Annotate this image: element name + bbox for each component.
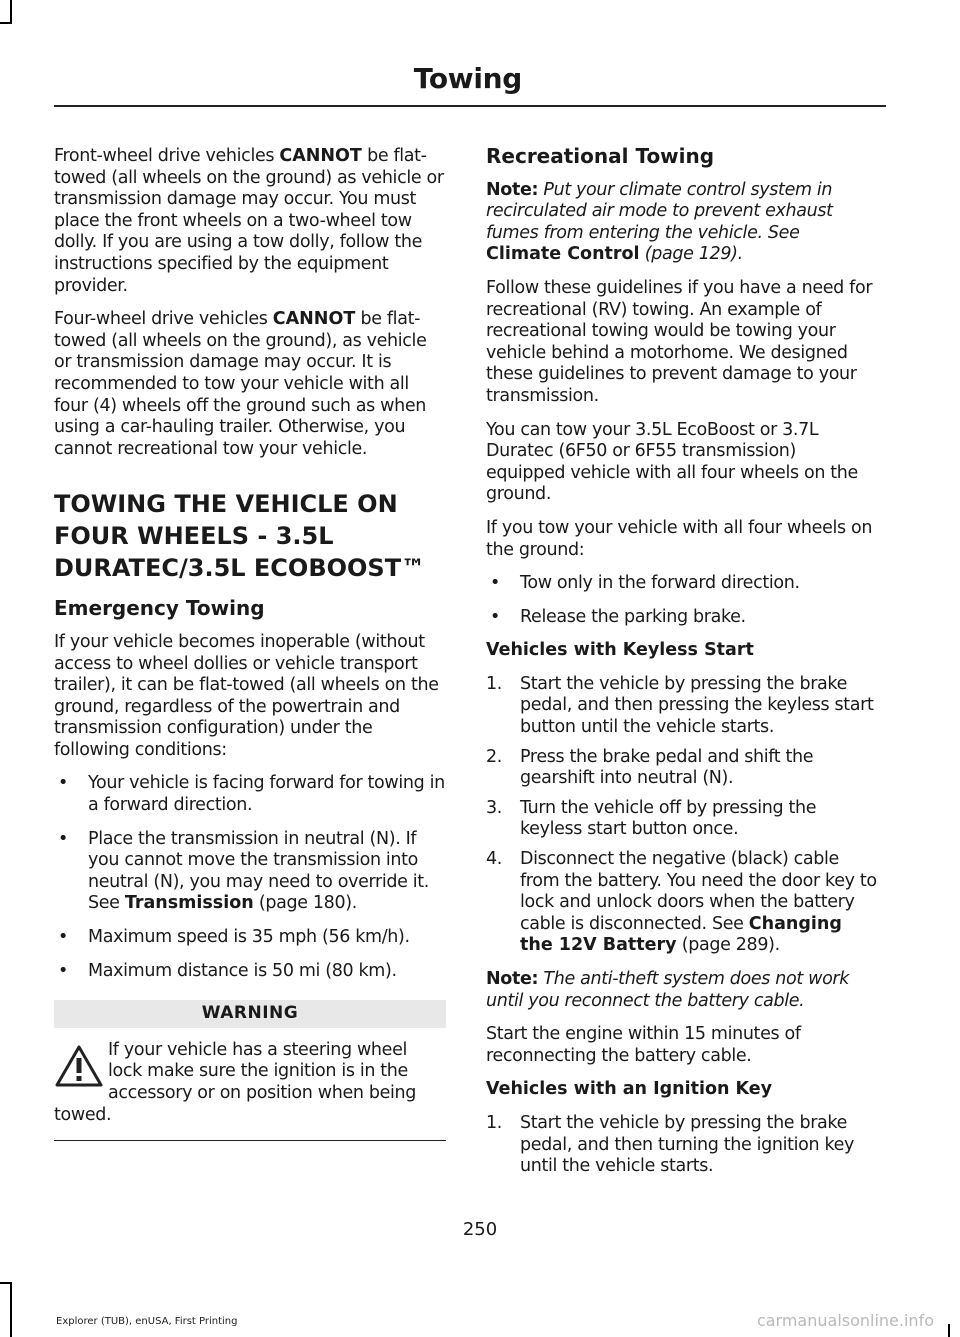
paragraph-4wd: Four-wheel drive vehicles CANNOT be flat-towed (all wheels on the ground), as vehicle or transmission damage may occur. It is recommended to tow your vehicle with all four (4) wheels off the ground such as when using a car-hauling trailer. Otherwise, you cannot recreational tow your vehicle. (54, 309, 427, 459)
paragraph-start-engine: Start the engine within 15 minutes of reconnecting the battery cable. (486, 1024, 801, 1066)
right-column (486, 146, 878, 1186)
paragraph-four-wheels: If you tow your vehicle with all four wheels on the ground: (486, 517, 873, 560)
subsection-heading-emergency-towing: Emergency Towing (54, 596, 265, 621)
list-item: • Your vehicle is facing forward for towing in a forward direction. (58, 773, 445, 816)
warning-label: WARNING (54, 1000, 446, 1028)
keyless-steps (486, 674, 878, 957)
list-item: 1. Start the vehicle by pressing the brake pedal, and then pressing the keyless start button until the vehicle starts. (486, 673, 874, 738)
footer-text: Explorer (TUB), enUSA, First Printing (56, 1316, 238, 1327)
crop-mark (10, 1282, 12, 1337)
list-item: 1. Start the vehicle by pressing the brake pedal, and then turning the ignition key until the vehicle starts. (486, 1112, 855, 1177)
list-item: • Release the parking brake. (490, 606, 746, 627)
list-item: • Maximum speed is 35 mph (56 km/h). (58, 927, 410, 948)
conditions-list (54, 773, 446, 982)
rv-bullet-list (486, 573, 878, 628)
section-heading-recreational-towing: Recreational Towing (486, 144, 715, 168)
climate-control-link[interactable]: Climate Control (486, 244, 640, 265)
note-climate: Note: Put your climate control system in recirculated air mode to prevent exhaust fumes from entering the vehicle. See Climate Control (page 129). (486, 179, 833, 265)
list-item: 3. Turn the vehicle off by pressing the keyless start button once. (486, 797, 817, 840)
warning-divider (54, 1140, 446, 1141)
list-item: • Maximum distance is 50 mi (80 km). (58, 960, 397, 981)
warning-text: If your vehicle has a steering wheel lock make sure the ignition is in the accessory or on position when being towed. (54, 1039, 417, 1125)
watermark: carmanualsonline.info (756, 1311, 934, 1330)
crop-mark (0, 1282, 12, 1284)
page-number: 250 (462, 1219, 498, 1240)
subheading-keyless-start: Vehicles with Keyless Start (486, 640, 754, 661)
warning-box (54, 1040, 446, 1126)
warning-triangle-icon (54, 1044, 104, 1088)
ignition-steps (486, 1113, 878, 1178)
crop-mark (948, 1324, 950, 1337)
paragraph-fwd: Front-wheel drive vehicles CANNOT be flat-towed (all wheels on the ground) as vehicle or transmission damage may occur. You must place the front wheels on a two-wheel tow dolly. If you are using a tow dolly, follow the instructions specified by the equipment provider. (54, 146, 444, 296)
crop-mark (0, 22, 12, 24)
list-item: • Place the transmission in neutral (N). If you cannot move the transmission into neutral (N), you may need to override it. See Transmission (page 180). (58, 828, 430, 914)
list-item: 2. Press the brake pedal and shift the gearshift into neutral (N). (486, 746, 814, 789)
section-heading: TOWING THE VEHICLE ON FOUR WHEELS - 3.5L DURATEC/3.5L ECOBOOST™ (54, 490, 426, 583)
crop-mark (10, 0, 12, 22)
list-item: • Tow only in the forward direction. (490, 573, 800, 594)
battery-link[interactable]: Changing the 12V Battery (520, 913, 842, 956)
header-divider (54, 105, 886, 107)
paragraph-emergency: If your vehicle becomes inoperable (without access to wheel dollies or vehicle transport trailer), it can be flat-towed (all wheels on the ground, regardless of the powertrain and transmission configuration) under the following conditions: (54, 631, 439, 760)
page-title: Towing (413, 62, 522, 95)
note-anti-theft: Note: The anti-theft system does not work until you reconnect the battery cable. (486, 969, 850, 1011)
left-column (54, 146, 446, 1141)
transmission-link[interactable]: Transmission (124, 893, 254, 914)
list-item: 4. Disconnect the negative (black) cable from the battery. You need the door key to lock and unlock doors when the battery cable is disconnected. See Changing the 12V Battery (page 289). (486, 849, 877, 956)
subheading-ignition-key: Vehicles with an Ignition Key (486, 1079, 773, 1100)
paragraph-guidelines: Follow these guidelines if you have a need for recreational (RV) towing. An example of recreational towing would be towing your vehicle behind a motorhome. We designed these guidelines to prevent damage to your transmission. (486, 277, 873, 406)
paragraph-tow-3-5l: You can tow your 3.5L EcoBoost or 3.7L Duratec (6F50 or 6F55 transmission) equipped vehicle with all four wheels on the ground. (486, 419, 858, 505)
